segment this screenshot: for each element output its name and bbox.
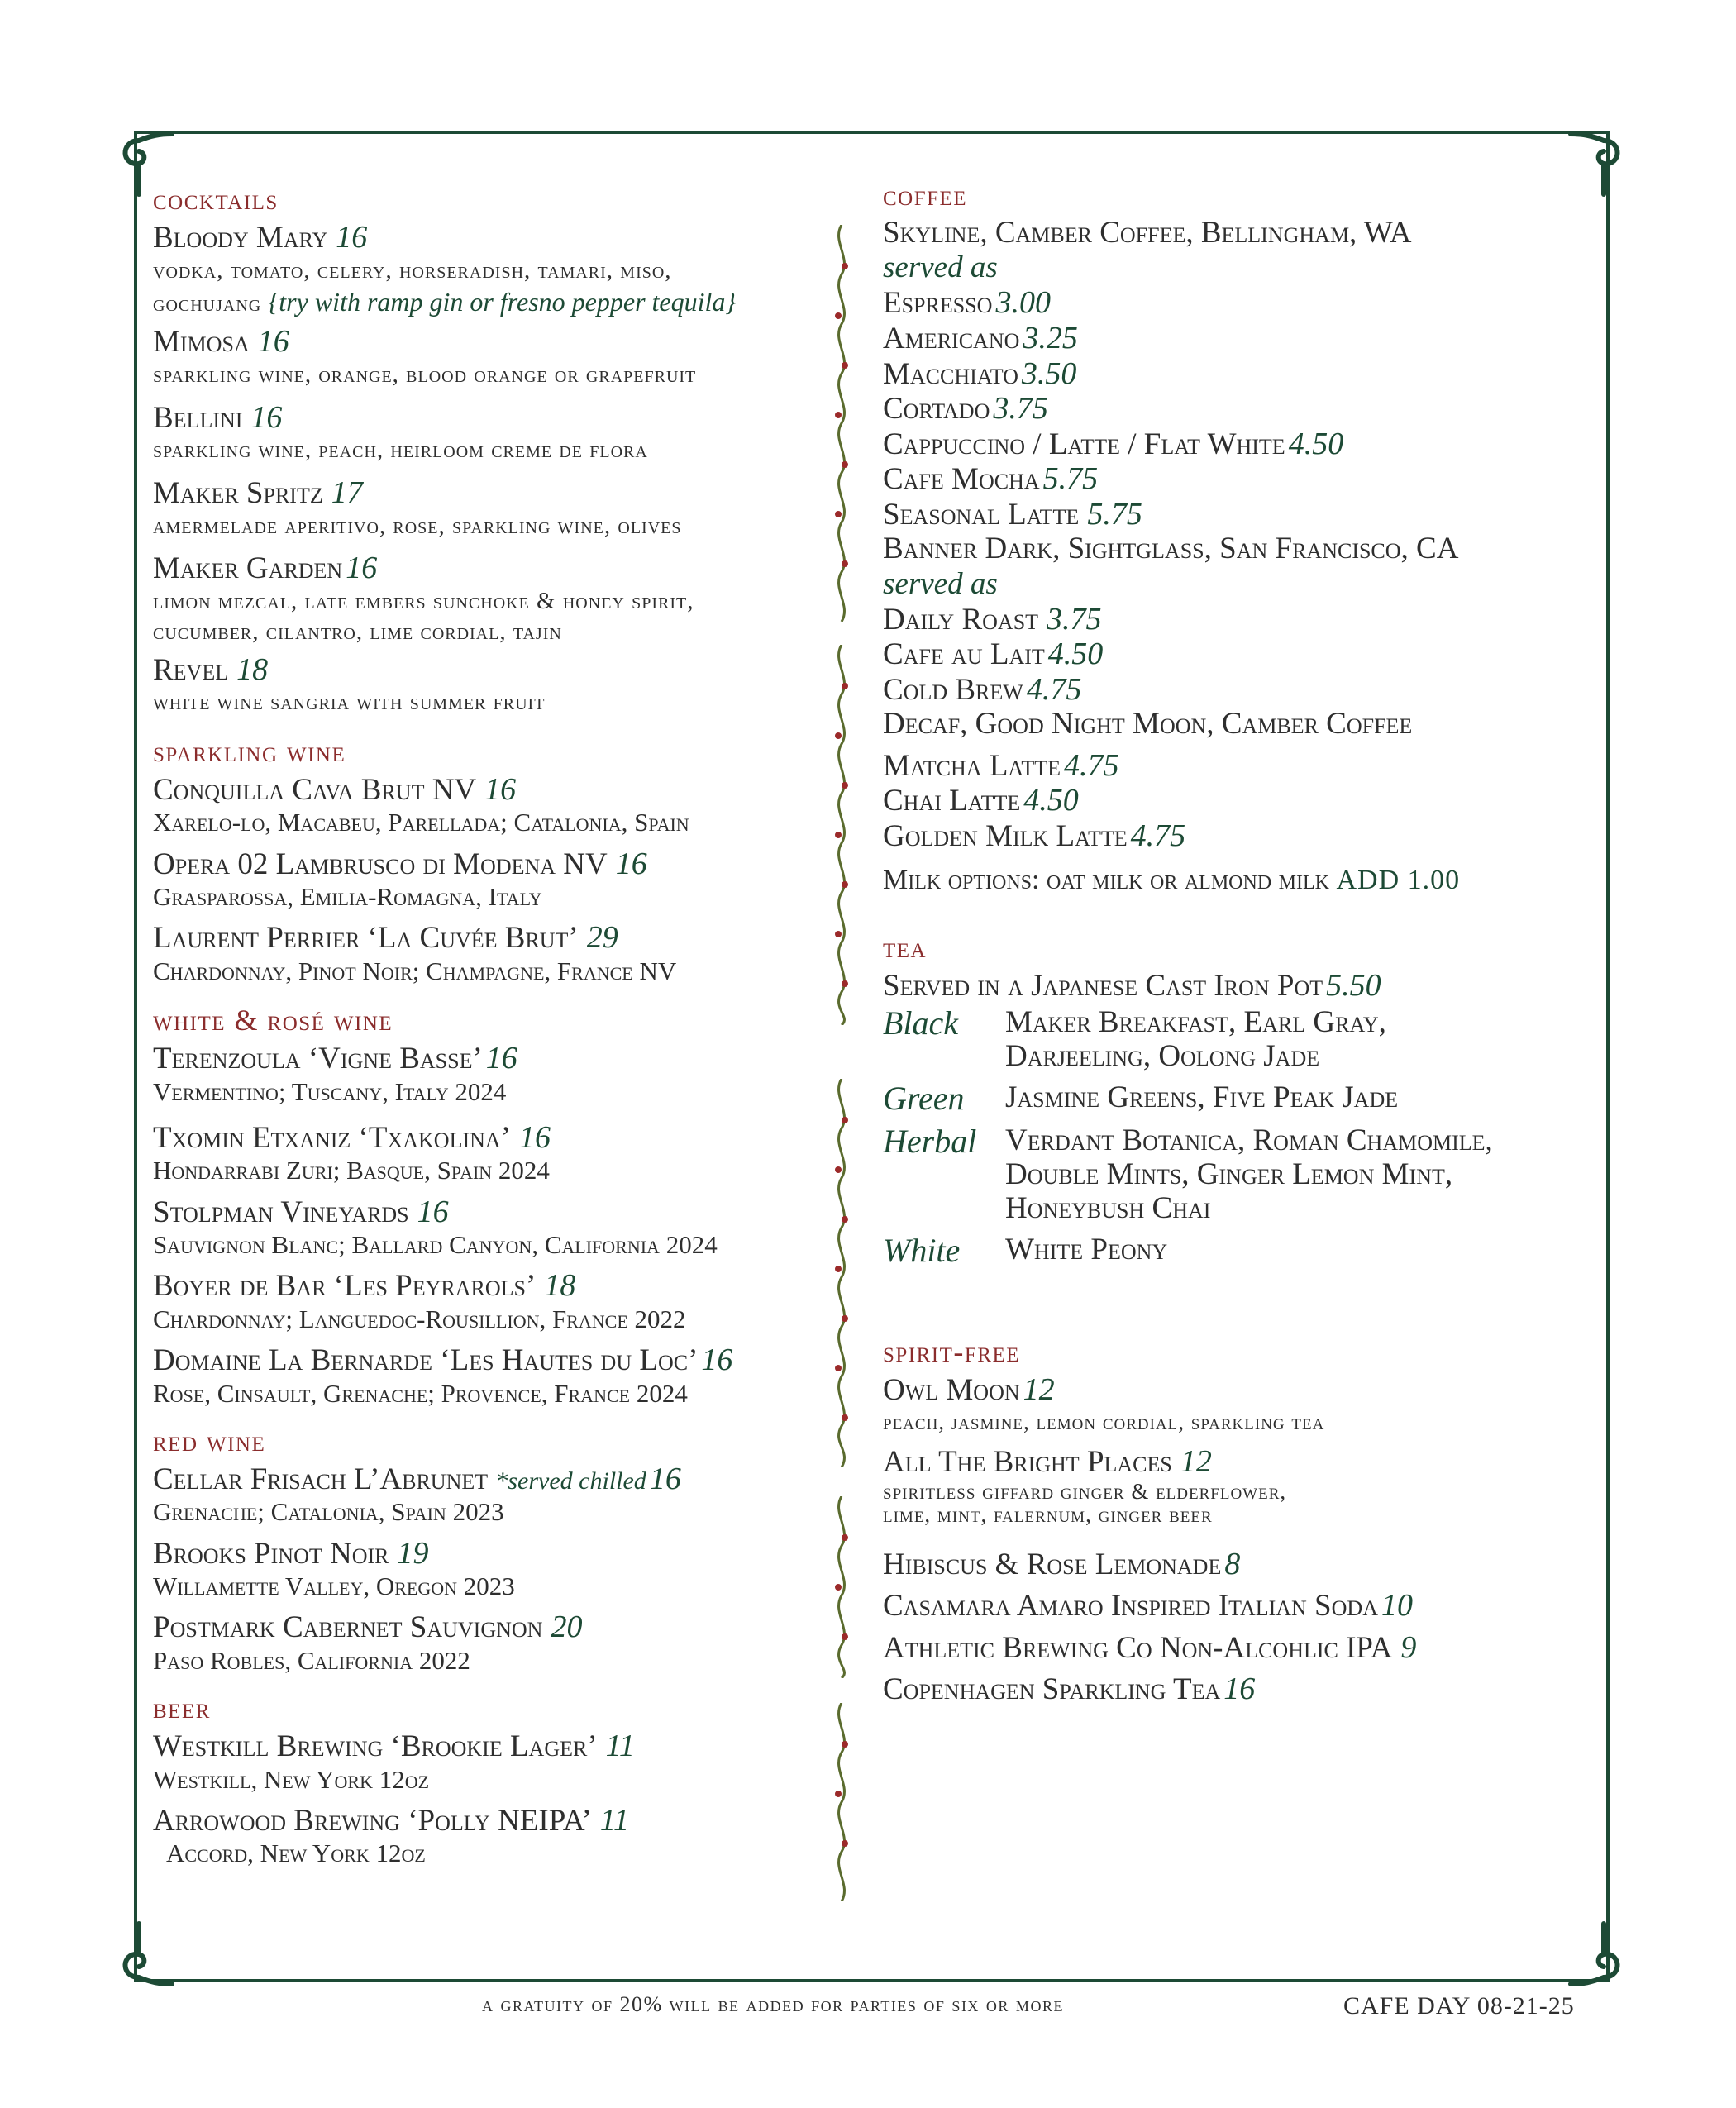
menu-item: Casamara Amaro Inspired Italian Soda 10 [883, 1588, 1413, 1624]
item-description: Vermentino; Tuscany, Italy 2024 [153, 1076, 507, 1106]
served-as-label: served as [883, 250, 998, 285]
item-description: limon mezcal, late embers sunchoke & honey spirit, [153, 587, 694, 614]
menu-item: Golden Milk Latte 4.75 [883, 818, 1186, 853]
item-description: Rose, Cinsault, Grenache; Provence, France 2024 [153, 1378, 688, 1408]
menu-item: Cold Brew 4.75 [883, 671, 1082, 707]
menu-item: Bloody Mary 16 [153, 220, 368, 255]
menu-item: Domaine La Bernarde ‘Les Hautes du Loc’ 16 [153, 1343, 733, 1378]
tea-category: White [883, 1232, 961, 1270]
menu-item: Mimosa 16 [153, 324, 289, 360]
item-description: peach, jasmine, lemon cordial, sparkling tea [883, 1409, 1325, 1435]
tea-list: White Peony [1005, 1233, 1168, 1267]
item-description: sparkling wine, peach, heirloom creme de flora [153, 436, 648, 464]
menu-item: Seasonal Latte 5.75 [883, 496, 1142, 532]
tea-served-line: Served in a Japanese Cast Iron Pot 5.50 [883, 967, 1381, 1003]
menu-item: Espresso 3.00 [883, 285, 1051, 321]
menu-item: Athletic Brewing Co Non-Alcohlic IPA 9 [883, 1629, 1417, 1665]
item-description: Paso Robles, California 2022 [153, 1645, 470, 1675]
menu-item: Cafe Mocha 5.75 [883, 461, 1099, 497]
item-description: Xarelo-lo, Macabeu, Parellada; Catalonia, Spain [153, 808, 689, 837]
menu-date: CAFE DAY 08-21-25 [1343, 1992, 1575, 2020]
tea-list: Jasmine Greens, Five Peak Jade [1005, 1080, 1399, 1115]
section-title-coffee: coffee [883, 179, 968, 212]
gratuity-note: a gratuity of 20% will be added for parties of six or more [482, 1992, 1064, 2016]
item-description: lime, mint, falernum, ginger beer [883, 1502, 1213, 1528]
menu-item: Hibiscus & Rose Lemonade 8 [883, 1546, 1241, 1581]
item-description: Chardonnay, Pinot Noir; Champagne, France NV [153, 956, 677, 985]
tea-row [883, 1124, 1610, 1225]
item-description: cucumber, cilantro, lime cordial, tajin [153, 618, 562, 645]
menu-item: Opera 02 Lambrusco di Modena NV 16 [153, 846, 647, 881]
section-title-cocktails: cocktails [153, 183, 279, 216]
tea-category: Herbal [883, 1123, 977, 1161]
menu-item: Revel 18 [153, 651, 269, 687]
menu-item: Cappuccino / Latte / Flat White 4.50 [883, 426, 1344, 461]
tea-row [883, 1006, 1610, 1073]
menu-item: Postmark Cabernet Sauvignon 20 [153, 1610, 583, 1645]
tea-category: Black [883, 1004, 959, 1042]
item-note: *served chilled [495, 1467, 646, 1495]
tea-list: Verdant Botanica, Roman Chamomile, Double Mints, Ginger Lemon Mint, Honeybush Chai [1005, 1123, 1493, 1225]
item-description: spiritless giffard ginger & elderflower, [883, 1478, 1287, 1504]
tea-list: Maker Breakfast, Earl Gray, Darjeeling, Oolong Jade [1005, 1005, 1386, 1073]
corner-flourish-bottom-left [114, 1920, 188, 1994]
menu-item: Daily Roast 3.75 [883, 601, 1102, 637]
menu-item: Cellar Frisach L’Abrunet *served chilled 16 [153, 1461, 681, 1496]
tea-row [883, 1081, 1610, 1116]
menu-item: Maker Spritz 17 [153, 475, 363, 510]
item-description: gochujang {try with ramp gin or fresno pepper tequila} [153, 287, 737, 317]
served-as-label: served as [883, 566, 998, 601]
menu-item: Americano 3.25 [883, 320, 1078, 355]
item-description: Hondarrabi Zuri; Basque, Spain 2024 [153, 1156, 550, 1185]
item-note: {try with ramp gin or fresno pepper tequila} [268, 287, 737, 317]
item-description: Grasparossa, Emilia-Romagna, Italy [153, 882, 542, 912]
menu-item: Cortado 3.75 [883, 391, 1048, 427]
left-column [153, 182, 839, 1868]
menu-item: Terenzoula ‘Vigne Basse’ 16 [153, 1041, 517, 1076]
decaf-line: Decaf, Good Night Moon, Camber Coffee [883, 707, 1413, 742]
item-description: Sauvignon Blanc; Ballard Canyon, California 2024 [153, 1230, 718, 1260]
menu-item: Chai Latte 4.50 [883, 783, 1079, 818]
menu-item: Laurent Perrier ‘La Cuvée Brut’ 29 [153, 920, 618, 956]
item-description: Accord, New York 12oz [166, 1839, 426, 1868]
section-title-sparkling-wine: sparkling wine [153, 734, 346, 768]
section-title-white-rose-wine: white & rosé wine [153, 1004, 393, 1037]
menu-item: Txomin Etxaniz ‘Txakolina’ 16 [153, 1119, 551, 1155]
coffee-origin: Skyline, Camber Coffee, Bellingham, WA [883, 216, 1412, 250]
menu-item: Matcha Latte 4.75 [883, 747, 1119, 783]
menu-item: Copenhagen Sparkling Tea 16 [883, 1672, 1256, 1707]
milk-add-price: ADD 1.00 [1336, 865, 1461, 896]
menu-item: Arrowood Brewing ‘Polly NEIPA’ 11 [153, 1802, 630, 1838]
menu-item: Boyer de Bar ‘Les Peyrarols’ 18 [153, 1268, 576, 1304]
tea-category: Green [883, 1080, 965, 1118]
menu-item: Macchiato 3.50 [883, 355, 1077, 391]
corner-flourish-bottom-right [1554, 1920, 1629, 1994]
menu-item: Bellini 16 [153, 399, 283, 435]
menu-item: Conquilla Cava Brut NV 16 [153, 771, 517, 807]
item-description: Willamette Valley, Oregon 2023 [153, 1571, 515, 1601]
section-title-beer: beer [153, 1691, 211, 1724]
menu-item: Cafe au Lait 4.50 [883, 637, 1104, 672]
item-description: sparkling wine, orange, blood orange or grapefruit [153, 360, 697, 388]
tea-row [883, 1233, 1610, 1268]
menu-item: Maker Garden 16 [153, 551, 378, 586]
item-description: amermelade aperitivo, rose, sparkling wine, olives [153, 512, 682, 539]
item-description: white wine sangria with summer fruit [153, 689, 546, 716]
menu-item: Owl Moon 12 [883, 1372, 1055, 1408]
section-title-spirit-free: spirit-free [883, 1335, 1021, 1369]
item-description: vodka, tomato, celery, horseradish, tamari, miso, [153, 256, 672, 284]
right-column [883, 178, 1610, 1707]
item-description: Chardonnay; Languedoc-Rousillion, France 2022 [153, 1304, 686, 1333]
menu-item: Stolpman Vineyards 16 [153, 1194, 449, 1229]
menu-item: All The Bright Places 12 [883, 1444, 1212, 1480]
item-description: Grenache; Catalonia, Spain 2023 [153, 1497, 504, 1527]
section-title-tea: tea [883, 930, 928, 964]
item-description: Westkill, New York 12oz [153, 1764, 430, 1794]
milk-options: Milk options: oat milk or almond milk ADD 1.00 [883, 865, 1461, 896]
section-title-red-wine: red wine [153, 1424, 266, 1457]
menu-item: Westkill Brewing ‘Brookie Lager’ 11 [153, 1728, 635, 1763]
menu-item: Brooks Pinot Noir 19 [153, 1535, 429, 1571]
coffee-origin: Banner Dark, Sightglass, San Francisco, CA [883, 532, 1459, 566]
